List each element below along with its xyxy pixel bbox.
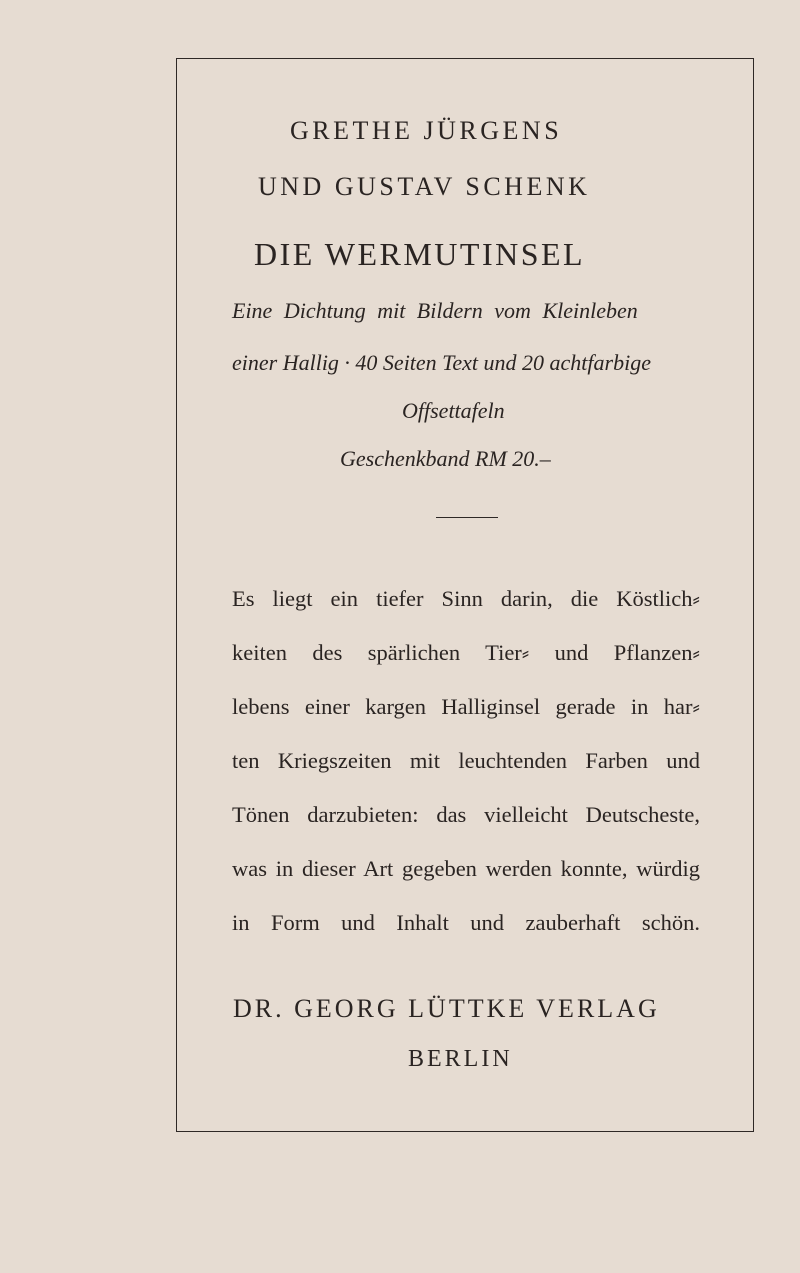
publisher-city: BERLIN — [408, 1046, 513, 1072]
description-line-7: in Form und Inhalt und zauberhaft schön. — [232, 910, 700, 935]
subtitle-line-1: Eine Dichtung mit Bildern vom Kleinleben — [232, 298, 638, 323]
description-line-4: ten Kriegszeiten mit leuchtenden Farben und — [232, 748, 700, 773]
author-line-2: UND GUSTAV SCHENK — [258, 172, 591, 201]
subtitle-line-2: einer Hallig · 40 Seiten Text und 20 achtfarbige — [232, 350, 651, 375]
description-line-3: lebens einer kargen Halliginsel gerade in har⸗ — [232, 694, 700, 719]
separator-rule — [436, 517, 498, 518]
description-line-1: Es liegt ein tiefer Sinn darin, die Köstlich⸗ — [232, 586, 700, 611]
description-line-2: keiten des spärlichen Tier⸗ und Pflanzen⸗ — [232, 640, 700, 665]
book-title: DIE WERMUTINSEL — [254, 236, 586, 272]
subtitle-line-3: Offsettafeln — [402, 398, 505, 423]
description-line-6: was in dieser Art gegeben werden konnte, würdig — [232, 856, 700, 881]
author-line-1: GRETHE JÜRGENS — [290, 116, 563, 145]
description-line-5: Tönen darzubieten: das vielleicht Deutscheste, — [232, 802, 700, 827]
publisher-name: DR. GEORG LÜTTKE VERLAG — [233, 994, 660, 1023]
price-line: Geschenkband RM 20.– — [340, 446, 551, 471]
